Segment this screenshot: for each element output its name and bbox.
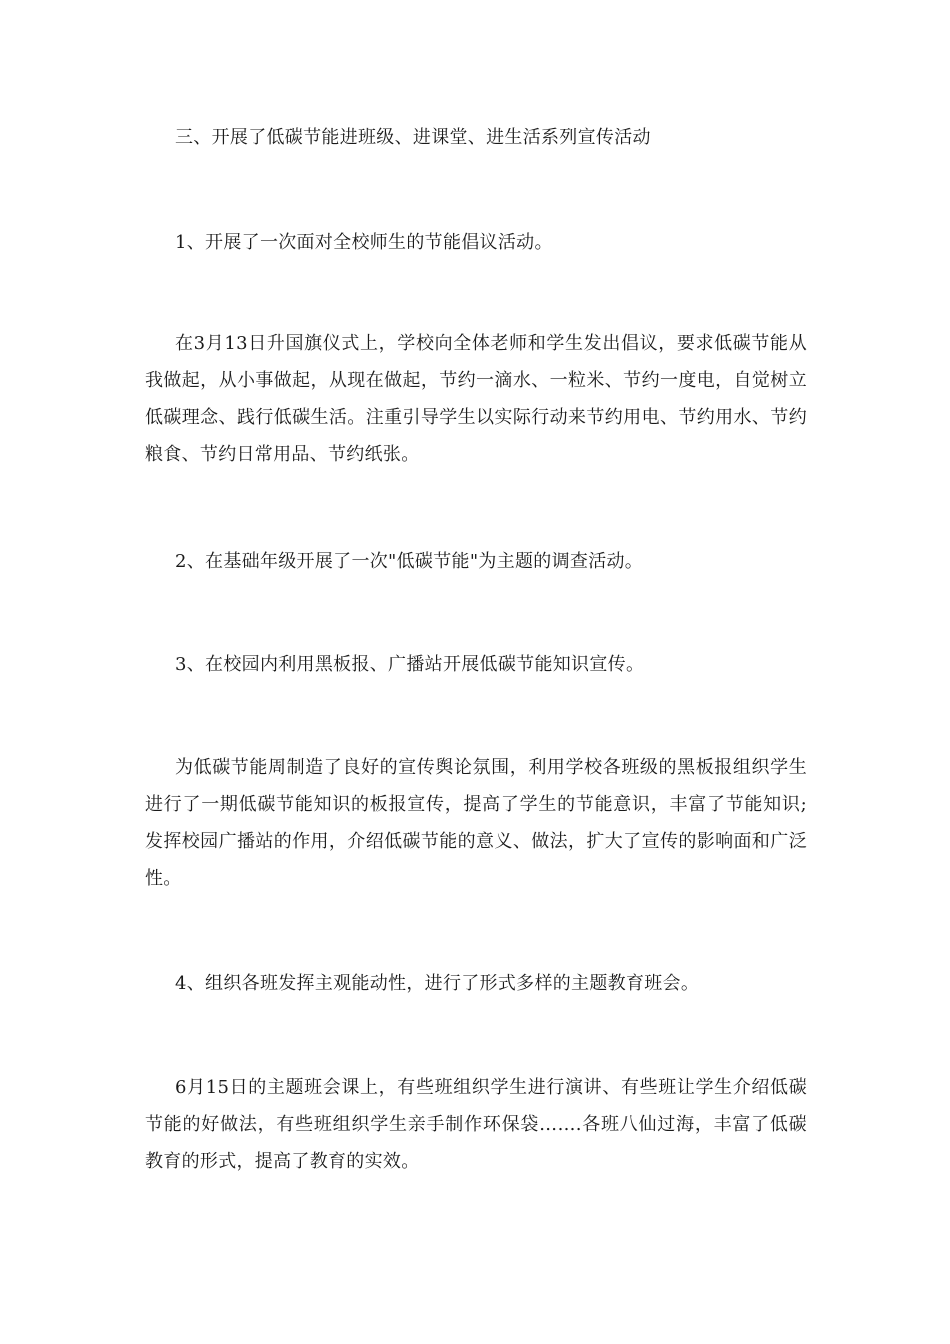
item-heading-3: 3、在校园内利用黑板报、广播站开展低碳节能知识宣传。 <box>175 654 645 675</box>
item-heading-4: 4、组织各班发挥主观能动性，进行了形式多样的主题教育班会。 <box>175 973 700 994</box>
body-paragraph-1: 在3月13日升国旗仪式上，学校向全体老师和学生发出倡议，要求低碳节能从我做起，从小事做起，从现在做起，节约一滴水、一粒米、节约一度电，自觉树立低碳理念、践行低碳生活。注重引导学生以实际行动来节约用电、节约用水、节约粮食、节约日常用品、节约纸张。 <box>145 333 807 465</box>
item-heading-1: 1、开展了一次面对全校师生的节能倡议活动。 <box>175 232 553 253</box>
body-paragraph-3: 为低碳节能周制造了良好的宣传舆论氛围，利用学校各班级的黑板报组织学生进行了一期低碳节能知识的板报宣传，提高了学生的节能意识，丰富了节能知识;发挥校园广播站的作用，介绍低碳节能的意义、做法，扩大了宣传的影响面和广泛性。 <box>145 757 807 889</box>
item-heading-2: 2、在基础年级开展了一次"低碳节能"为主题的调查活动。 <box>175 551 644 572</box>
section-heading: 三、开展了低碳节能进班级、进课堂、进生活系列宣传活动 <box>175 127 651 148</box>
body-paragraph-4: 6月15日的主题班会课上，有些班组织学生进行演讲、有些班让学生介绍低碳节能的好做法，有些班组织学生亲手制作环保袋…….各班八仙过海，丰富了低碳教育的形式，提高了教育的实效。 <box>145 1077 807 1172</box>
